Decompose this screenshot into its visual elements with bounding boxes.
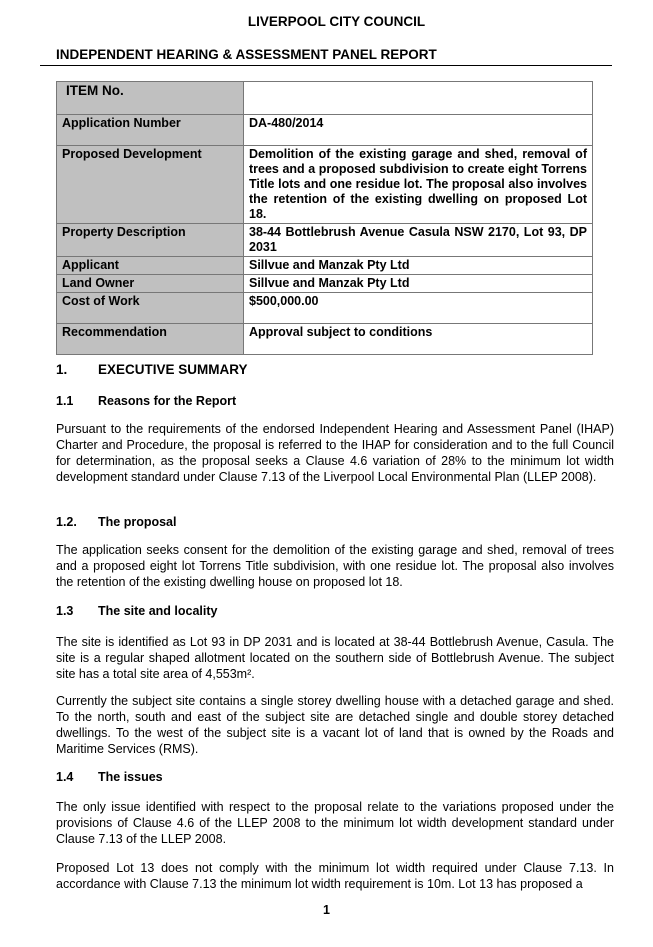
row-value: 38-44 Bottlebrush Avenue Casula NSW 2170, Lot 93, DP 2031 (244, 224, 593, 257)
paragraph: The only issue identified with respect to the proposal relate to the variations proposed under the provisions of Clause 4.6 of the LLEP 2008 to the minimum lot width development standard under Clause 7.13 of the LLEP 2008. (56, 800, 614, 846)
subsection-number: 1.2. (56, 515, 77, 529)
table-row (57, 257, 593, 275)
row-label: Cost of Work (57, 293, 244, 324)
subsection-heading (56, 770, 163, 784)
subsection-heading (56, 515, 176, 529)
subsection-title: The site and locality (98, 604, 218, 618)
subsection-number: 1.3 (56, 604, 74, 618)
table-row (57, 224, 593, 257)
header-rule (40, 65, 612, 66)
subsection-heading (56, 604, 217, 618)
paragraph: Proposed Lot 13 does not comply with the minimum lot width required under Clause 7.13. In accordance with Clause 7.13 the minimum lot width requirement is 10m. Lot 13 has proposed a (56, 861, 614, 891)
subsection-number: 1.1 (56, 394, 74, 408)
subsection-title: Reasons for the Report (98, 394, 237, 408)
item-no-value (244, 82, 593, 115)
report-title: INDEPENDENT HEARING & ASSESSMENT PANEL REPORT (56, 47, 437, 62)
table-row (57, 293, 593, 324)
subsection-heading (56, 394, 236, 408)
paragraph: The application seeks consent for the demolition of the existing garage and shed, removal of trees and a proposed eight lot Torrens Title subdivision, with one residue lot. The proposal also involves the retention of the existing dwelling house on proposed lot 18. (56, 543, 614, 589)
paragraph: Currently the subject site contains a single storey dwelling house with a detached garage and shed. To the north, south and east of the subject site are detached single and double storey detached dwellings. To the west of the subject site is a vacant lot of land that is owned by the Roads and Maritime Services (RMS). (56, 694, 614, 756)
section-title: EXECUTIVE SUMMARY (98, 362, 248, 377)
subsection-title: The proposal (98, 515, 177, 529)
row-value: Sillvue and Manzak Pty Ltd (244, 257, 593, 275)
row-value: $500,000.00 (244, 293, 593, 324)
row-label: Applicant (57, 257, 244, 275)
subsection-title: The issues (98, 770, 163, 784)
section-heading (56, 362, 248, 377)
item-no-label: ITEM No. (57, 82, 244, 115)
table-row (57, 82, 593, 115)
page-number: 1 (323, 903, 330, 917)
application-info-table (56, 81, 593, 355)
row-value: Demolition of the existing garage and shed, removal of trees and a proposed subdivision to create eight Torrens Title lots and one residue lot. The proposal also involves the retention of the existing dwelling on proposed Lot 18. (244, 146, 593, 224)
paragraph: The site is identified as Lot 93 in DP 2031 and is located at 38-44 Bottlebrush Avenue, Casula. The site is a regular shaped allotment located on the southern side of Bottlebrush Avenue. The subject site has a total site area of 4,553m². (56, 635, 614, 681)
row-label: Property Description (57, 224, 244, 257)
subsection-number: 1.4 (56, 770, 74, 784)
section-number: 1. (56, 362, 68, 377)
row-value: Approval subject to conditions (244, 324, 593, 355)
row-value: DA-480/2014 (244, 115, 593, 146)
row-label: Application Number (57, 115, 244, 146)
row-label: Land Owner (57, 275, 244, 293)
council-name: LIVERPOOL CITY COUNCIL (247, 14, 426, 29)
table-row (57, 275, 593, 293)
row-label: Proposed Development (57, 146, 244, 224)
row-label: Recommendation (57, 324, 244, 355)
table-row (57, 115, 593, 146)
table-row (57, 146, 593, 224)
paragraph: Pursuant to the requirements of the endorsed Independent Hearing and Assessment Panel (IHAP) Charter and Procedure, the proposal is referred to the IHAP for consideration and to the full Council for determination, as the proposal seeks a Clause 4.6 variation of 28% to the minimum lot width development standard under Clause 7.13 of the Liverpool Local Environmental Plan (LLEP 2008). (56, 422, 614, 484)
table-row (57, 324, 593, 355)
row-value: Sillvue and Manzak Pty Ltd (244, 275, 593, 293)
